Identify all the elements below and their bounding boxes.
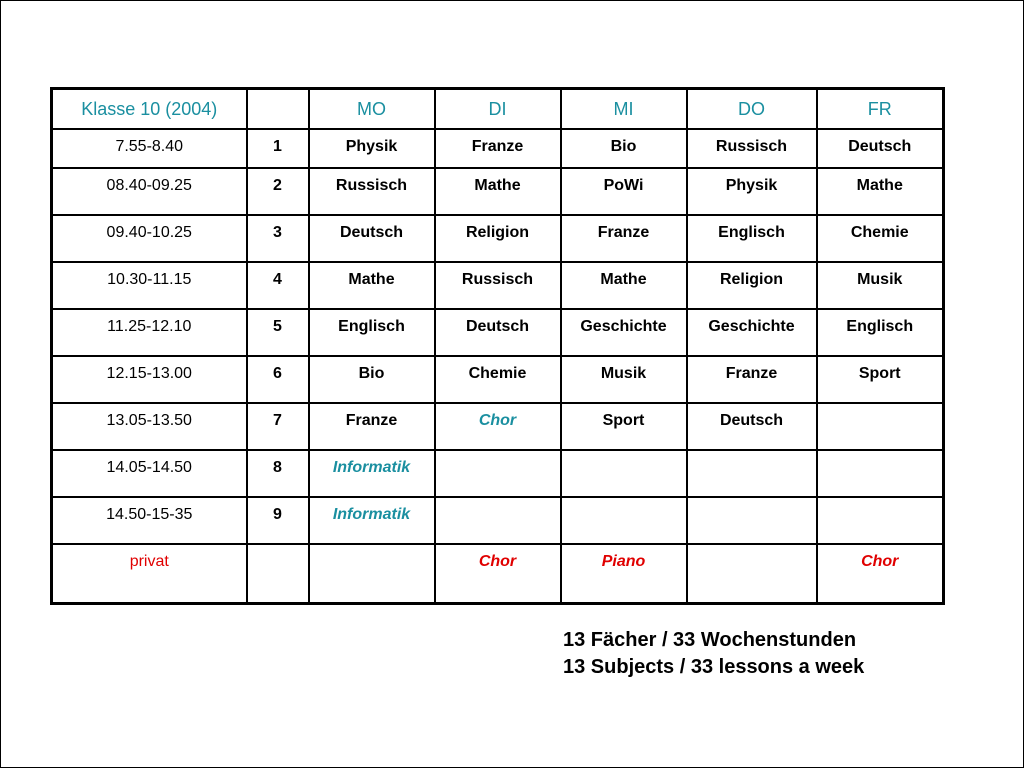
day-header-di: DI — [435, 89, 561, 129]
subject-cell: Russisch — [309, 168, 435, 215]
timetable — [50, 87, 945, 605]
header-row — [52, 89, 944, 129]
subject-cell: Chemie — [817, 215, 944, 262]
table-row — [52, 129, 944, 168]
lesson-number: 2 — [247, 168, 309, 215]
subject-cell: Chemie — [435, 356, 561, 403]
subject-cell: Deutsch — [817, 129, 944, 168]
day-header-mo: MO — [309, 89, 435, 129]
subject-cell: Musik — [561, 356, 687, 403]
time-cell: 12.15-13.00 — [52, 356, 247, 403]
table-row — [52, 215, 944, 262]
subject-cell: Physik — [687, 168, 817, 215]
time-cell: 13.05-13.50 — [52, 403, 247, 450]
lesson-number: 8 — [247, 450, 309, 497]
private-activity-cell: Piano — [561, 544, 687, 604]
day-header-do: DO — [687, 89, 817, 129]
subject-cell — [687, 497, 817, 544]
subject-cell: Englisch — [687, 215, 817, 262]
subject-cell-optional: Chor — [435, 403, 561, 450]
summary-text — [563, 627, 864, 681]
subject-cell: Mathe — [561, 262, 687, 309]
lesson-number-header — [247, 89, 309, 129]
day-header-fr: FR — [817, 89, 944, 129]
subject-cell: PoWi — [561, 168, 687, 215]
table-row — [52, 309, 944, 356]
subject-cell: Mathe — [435, 168, 561, 215]
lesson-number: 9 — [247, 497, 309, 544]
subject-cell: Mathe — [309, 262, 435, 309]
time-cell: 14.50-15-35 — [52, 497, 247, 544]
time-cell: 08.40-09.25 — [52, 168, 247, 215]
private-activity-cell — [309, 544, 435, 604]
table-row — [52, 450, 944, 497]
table-row-private — [52, 544, 944, 604]
summary-german: 13 Fächer / 33 Wochenstunden — [563, 629, 857, 651]
private-activity-cell: Chor — [817, 544, 944, 604]
subject-cell: Mathe — [817, 168, 944, 215]
lesson-number — [247, 544, 309, 604]
table-row — [52, 497, 944, 544]
day-header-mi: MI — [561, 89, 687, 129]
subject-cell: Franze — [561, 215, 687, 262]
subject-cell — [561, 497, 687, 544]
subject-cell: Religion — [435, 215, 561, 262]
subject-cell: Geschichte — [687, 309, 817, 356]
subject-cell-optional: Informatik — [309, 497, 435, 544]
subject-cell — [817, 403, 944, 450]
subject-cell: Englisch — [817, 309, 944, 356]
table-row — [52, 168, 944, 215]
private-activity-cell: Chor — [435, 544, 561, 604]
time-cell: 09.40-10.25 — [52, 215, 247, 262]
subject-cell: Franze — [309, 403, 435, 450]
subject-cell: Russisch — [435, 262, 561, 309]
subject-cell: Sport — [817, 356, 944, 403]
subject-cell: Franze — [435, 129, 561, 168]
table-row — [52, 356, 944, 403]
subject-cell: Religion — [687, 262, 817, 309]
lesson-number: 1 — [247, 129, 309, 168]
subject-cell: Deutsch — [687, 403, 817, 450]
subject-cell — [435, 450, 561, 497]
lesson-number: 3 — [247, 215, 309, 262]
subject-cell — [687, 450, 817, 497]
subject-cell — [561, 450, 687, 497]
lesson-number: 7 — [247, 403, 309, 450]
subject-cell-optional: Informatik — [309, 450, 435, 497]
lesson-number: 6 — [247, 356, 309, 403]
subject-cell: Physik — [309, 129, 435, 168]
table-row — [52, 262, 944, 309]
subject-cell: Deutsch — [309, 215, 435, 262]
subject-cell — [817, 450, 944, 497]
subject-cell: Bio — [309, 356, 435, 403]
subject-cell — [435, 497, 561, 544]
time-cell: 11.25-12.10 — [52, 309, 247, 356]
summary-english: 13 Subjects / 33 lessons a week — [563, 656, 865, 678]
table-row — [52, 403, 944, 450]
time-cell: 10.30-11.15 — [52, 262, 247, 309]
subject-cell: Geschichte — [561, 309, 687, 356]
subject-cell: Musik — [817, 262, 944, 309]
subject-cell — [817, 497, 944, 544]
private-label: privat — [52, 544, 247, 604]
lesson-number: 4 — [247, 262, 309, 309]
class-label: Klasse 10 (2004) — [52, 89, 247, 129]
subject-cell: Sport — [561, 403, 687, 450]
time-cell: 14.05-14.50 — [52, 450, 247, 497]
private-activity-cell — [687, 544, 817, 604]
subject-cell: Russisch — [687, 129, 817, 168]
lesson-number: 5 — [247, 309, 309, 356]
subject-cell: Franze — [687, 356, 817, 403]
subject-cell: Bio — [561, 129, 687, 168]
subject-cell: Englisch — [309, 309, 435, 356]
subject-cell: Deutsch — [435, 309, 561, 356]
time-cell: 7.55-8.40 — [52, 129, 247, 168]
